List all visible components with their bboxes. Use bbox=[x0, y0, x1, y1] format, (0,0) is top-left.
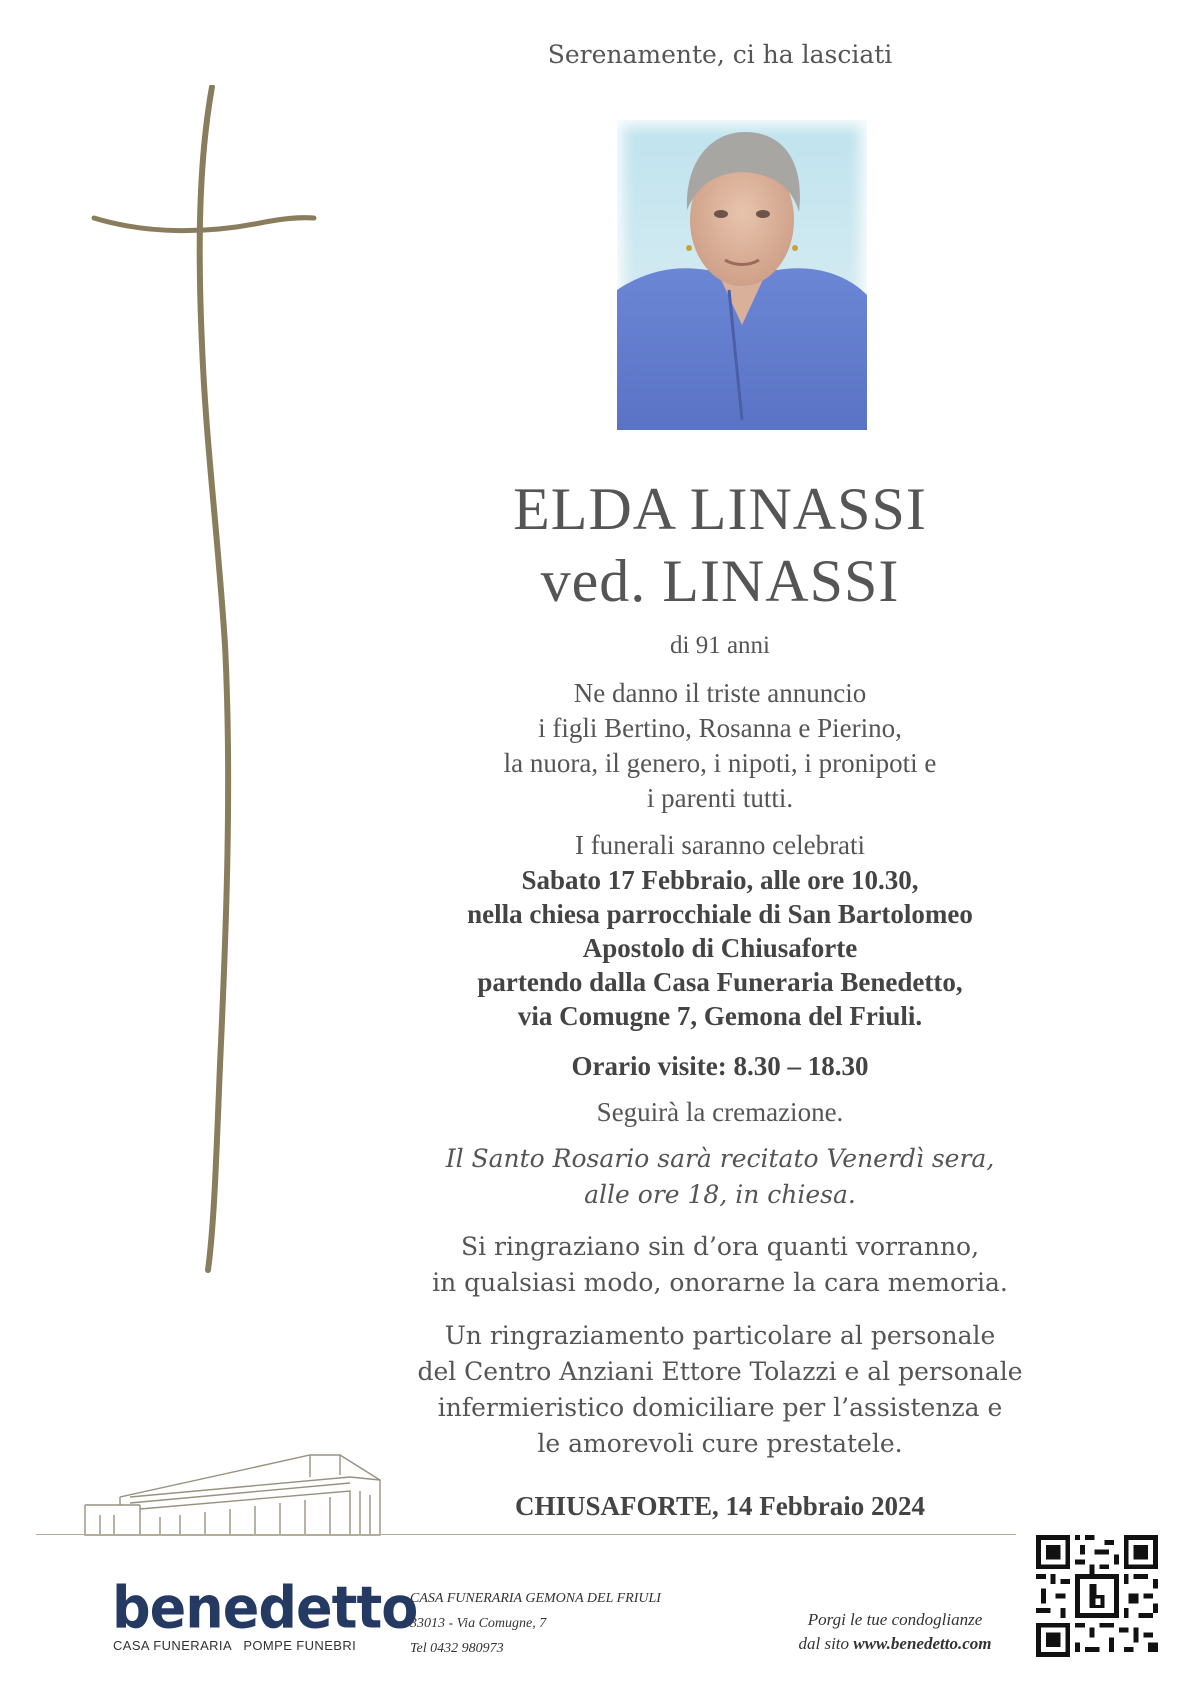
address-line: CASA FUNERARIA GEMONA DEL FRIULI bbox=[410, 1591, 661, 1606]
portrait-photo bbox=[617, 120, 867, 430]
rosary-line: alle ore 18, in chiesa. bbox=[584, 1180, 856, 1209]
deceased-name-married: ved. LINASSI bbox=[540, 548, 900, 614]
deceased-name: ELDA LINASSI bbox=[513, 476, 927, 542]
special-thanks-line: Un ringraziamento particolare al personale bbox=[444, 1321, 996, 1350]
address-line: 33013 - Via Comugne, 7 bbox=[410, 1616, 547, 1631]
funeral-line: Apostolo di Chiusaforte bbox=[582, 933, 858, 963]
rosary-line: Il Santo Rosario sarà recitato Venerdì sera, bbox=[445, 1144, 995, 1173]
announcement-block bbox=[400, 676, 1040, 816]
deceased-age: di 91 anni bbox=[670, 632, 770, 659]
website-link[interactable]: www.benedetto.com bbox=[853, 1634, 992, 1653]
header-text: Serenamente, ci ha lasciati bbox=[547, 40, 893, 69]
announcement-line: i parenti tutti. bbox=[646, 783, 794, 813]
building-illustration bbox=[80, 1425, 390, 1537]
funeral-line: nella chiesa parrocchiale di San Bartolomeo bbox=[467, 899, 973, 929]
rosary-block bbox=[400, 1141, 1040, 1213]
funeral-home-address bbox=[410, 1586, 661, 1661]
thanks-line: in qualsiasi modo, onorarne la cara memoria. bbox=[432, 1268, 1008, 1297]
cremation-note: Seguirà la cremazione. bbox=[596, 1097, 844, 1127]
thanks-line: Si ringraziano sin d’ora quanti vorranno, bbox=[460, 1232, 980, 1261]
benedetto-logo: benedetto bbox=[112, 1573, 418, 1642]
special-thanks-block bbox=[400, 1318, 1040, 1462]
logo-subtitle: CASA FUNERARIA POMPE FUNEBRI bbox=[113, 1638, 357, 1653]
announcement-line: Ne danno il triste annuncio bbox=[573, 678, 867, 708]
address-line: Tel 0432 980973 bbox=[410, 1641, 504, 1656]
footer-divider bbox=[36, 1534, 1016, 1535]
condolences-note bbox=[770, 1608, 1020, 1656]
thanks-block bbox=[400, 1229, 1040, 1301]
condolences-line: Porgi le tue condoglianze bbox=[807, 1610, 983, 1629]
announcement-line: i figli Bertino, Rosanna e Pierino, bbox=[538, 713, 902, 743]
qr-code-icon[interactable] bbox=[1036, 1535, 1158, 1657]
place-date: CHIUSAFORTE, 14 Febbraio 2024 bbox=[514, 1491, 926, 1521]
funeral-line: via Comugne 7, Gemona del Friuli. bbox=[517, 1001, 923, 1031]
cross-ornament bbox=[90, 85, 320, 1275]
visiting-hours: Orario visite: 8.30 – 18.30 bbox=[571, 1051, 869, 1081]
special-thanks-line: infermieristico domiciliare per l’assistenza e bbox=[437, 1393, 1003, 1422]
funeral-line: Sabato 17 Febbraio, alle ore 10.30, bbox=[521, 865, 919, 895]
funeral-block bbox=[400, 828, 1040, 1033]
funeral-line: partendo dalla Casa Funeraria Benedetto, bbox=[477, 967, 963, 997]
funeral-intro: I funerali saranno celebrati bbox=[574, 830, 866, 860]
special-thanks-line: del Centro Anziani Ettore Tolazzi e al personale bbox=[417, 1357, 1023, 1386]
condolences-prefix: dal sito bbox=[798, 1634, 854, 1653]
special-thanks-line: le amorevoli cure prestatele. bbox=[537, 1429, 903, 1458]
announcement-line: la nuora, il genero, i nipoti, i pronipoti e bbox=[503, 748, 937, 778]
